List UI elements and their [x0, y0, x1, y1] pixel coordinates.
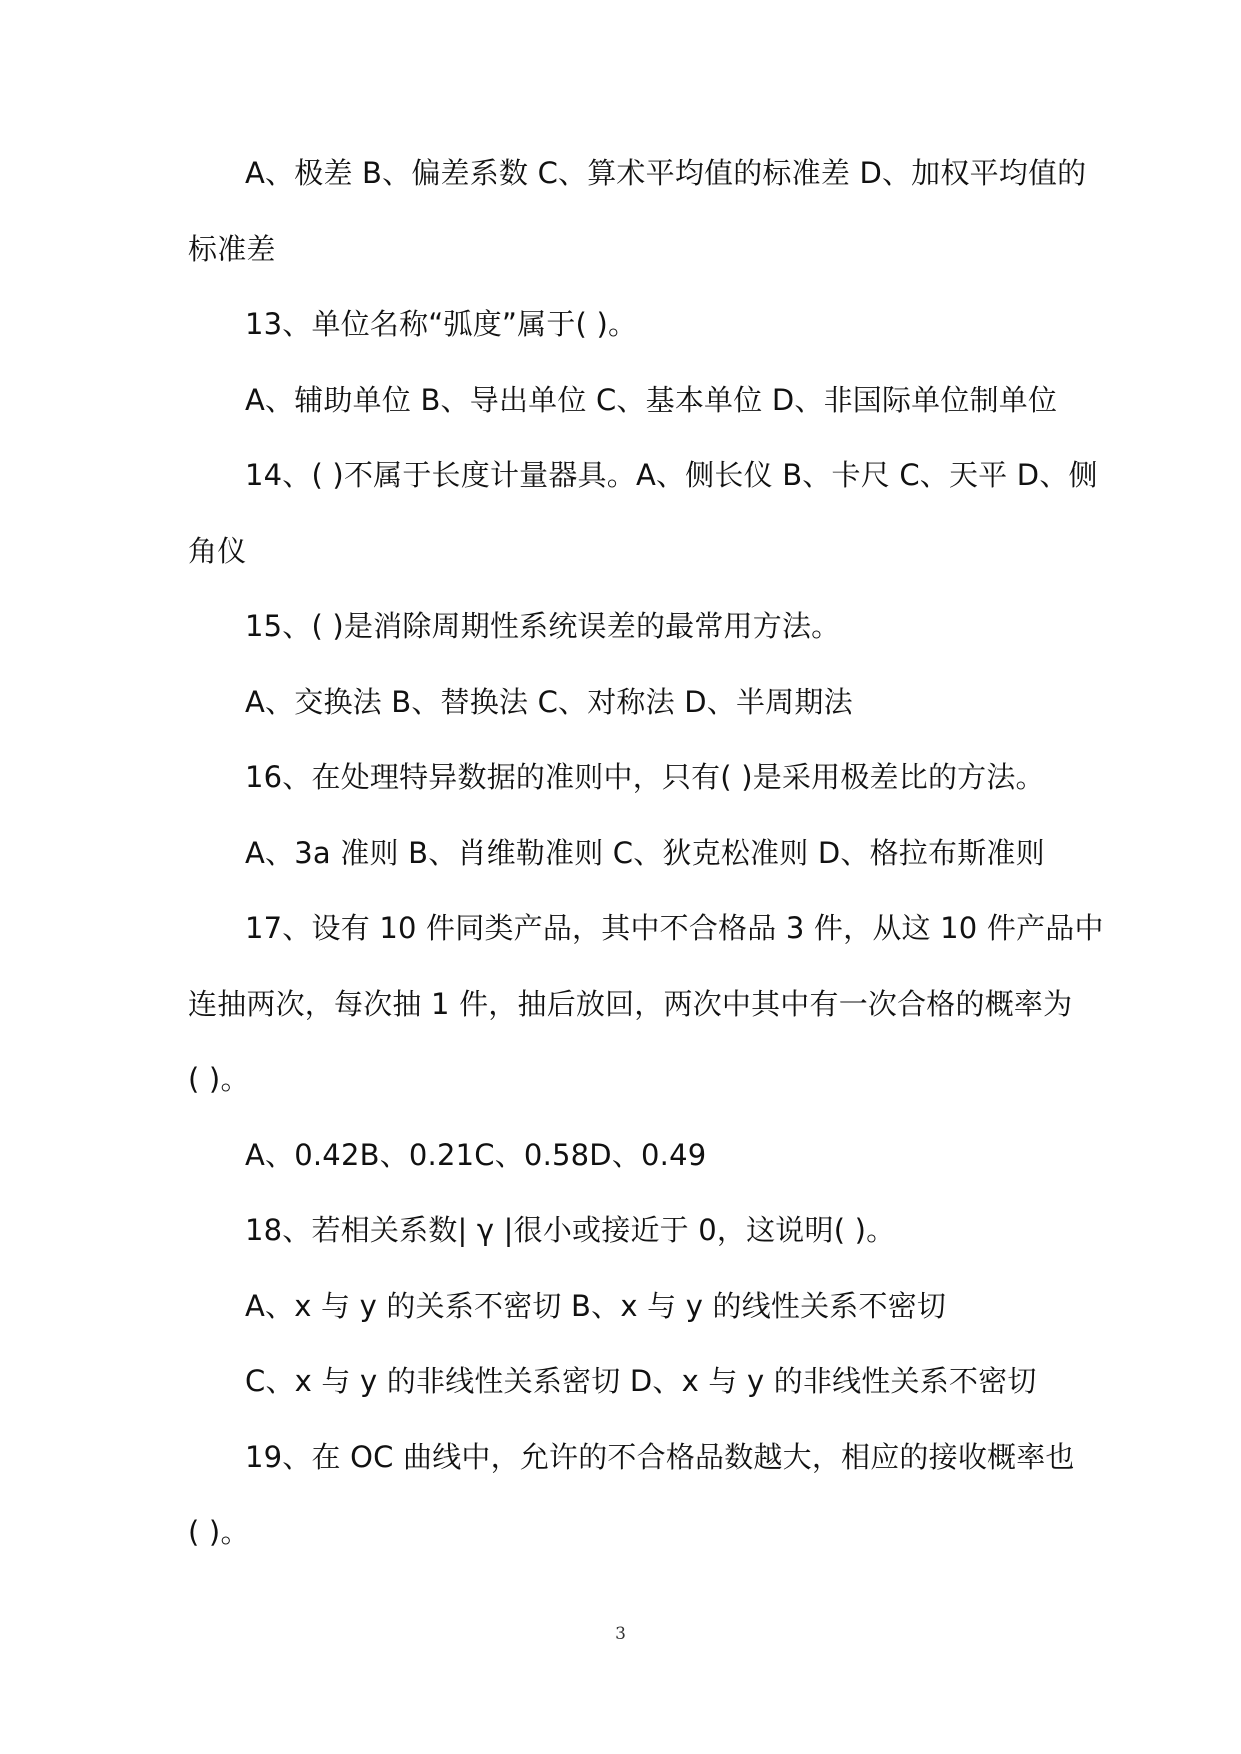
text-line: A、极差 B、偏差系数 C、算术平均值的标准差 D、加权平均值的 — [245, 156, 1087, 190]
text-line: A、交换法 B、替换法 C、对称法 D、半周期法 — [245, 684, 853, 719]
document-body — [188, 136, 1104, 1571]
text-line: C、x 与 y 的非线性关系密切 D、x 与 y 的非线性关系不密切 — [245, 1364, 1037, 1398]
text-line: A、3a 准则 B、肖维勒准则 C、狄克松准则 D、格拉布斯准则 — [245, 835, 1045, 870]
text-line: A、0.42B、0.21C、0.58D、0.49 — [245, 1137, 707, 1172]
question-14: 14、( )不属于长度计量器具。A、侧长仪 B、卡尺 C、天平 D、侧 — [245, 458, 1098, 492]
question-16: 16、在处理特异数据的准则中，只有( )是采用极差比的方法。 — [245, 760, 1045, 794]
question-17: 17、设有 10 件同类产品，其中不合格品 3 件，从这 10 件产品中 — [245, 911, 1104, 945]
page-number: 3 — [615, 1624, 626, 1644]
text-line: A、辅助单位 B、导出单位 C、基本单位 D、非国际单位制单位 — [245, 382, 1058, 417]
question-15: 15、( )是消除周期性系统误差的最常用方法。 — [245, 609, 841, 643]
text-line: 连抽两次，每次抽 1 件，抽后放回，两次中其中有一次合格的概率为 — [188, 986, 1073, 1021]
question-19: 19、在 OC 曲线中，允许的不合格品数越大，相应的接收概率也 — [245, 1439, 1075, 1474]
text-line: A、x 与 y 的关系不密切 B、x 与 y 的线性关系不密切 — [245, 1288, 947, 1323]
text-line: ( )。 — [188, 1062, 250, 1096]
text-line: 角仪 — [188, 533, 247, 568]
question-13: 13、单位名称“弧度”属于( )。 — [245, 307, 638, 341]
text-line: ( )。 — [188, 1515, 250, 1549]
question-18: 18、若相关系数| γ |很小或接近于 0，这说明( )。 — [245, 1213, 896, 1247]
text-line: 标准差 — [188, 231, 276, 266]
